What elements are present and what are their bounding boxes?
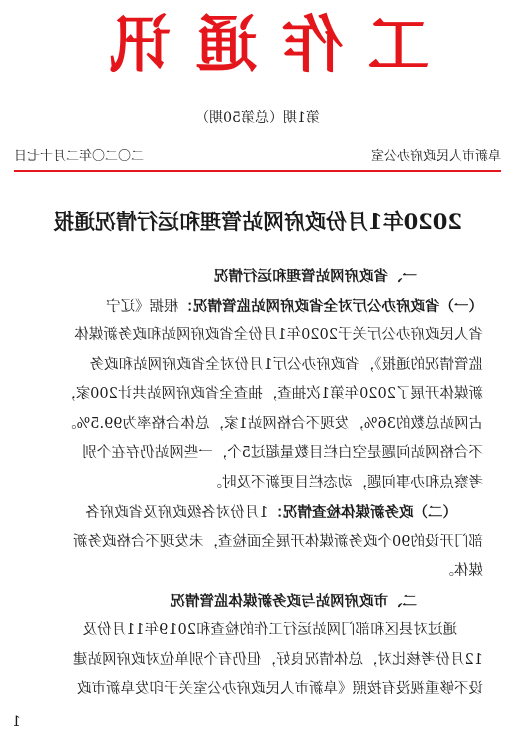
paragraph-line: 设不够重视没有按照《阜新市人民政府办公室关于印发阜新市政 (77, 681, 483, 697)
paragraph-line: 考察点和办事问题，动态栏目更新不及时。 (207, 474, 483, 491)
page-number: 1 (12, 714, 21, 730)
subsection-1-label: （一）省政府办公厅对全省政府网站监管情况： (178, 297, 483, 315)
issuer-name: 阜新市人民政府办公室 (370, 149, 501, 164)
masthead-title: 工作通讯 (85, 8, 430, 81)
paragraph-line: 不合格网站问题是空白栏目数量超过5个，一些网站仍存在个别 (82, 445, 483, 461)
issuer-date-row (14, 145, 501, 164)
document-body (20, 262, 483, 705)
paragraph-line: 媒体。 (439, 563, 483, 579)
paragraph-line: 监管情况的通报》，省政府办公厅1月份对全省政府网站和政务 (89, 356, 483, 373)
subsection-2-lead-text: 1月份对各级政府及省政府各 (85, 505, 269, 521)
document-title: 2020年1月份政府网站管理和运行情况通报 (52, 209, 463, 234)
issue-number: 第1期（总第50期） (195, 110, 320, 126)
subsection-2-label: （二）政务新媒体检查情况： (268, 504, 457, 521)
paragraph-line: 12月份考核比对，总体情况良好，但仍有个别单位对政府网站建 (73, 651, 483, 668)
subsection-2-lead (20, 498, 483, 528)
paragraph-line: 省人民政府办公厅关于2020年1月份全省政府网站和政务新媒体 (74, 327, 483, 343)
section-1-heading: 一、省政府网站管理和运行情况 (214, 268, 417, 285)
paragraph-line: 部门开设的90个政务新媒体开展全面检查，未发现不合格政务新 (73, 533, 483, 550)
section-2-heading: 二、市政府网站与政务新媒体监管情况 (170, 592, 417, 610)
paragraph-line: 通过对县区和部门网站运行工作的检查和2019年11月份及 (82, 622, 457, 638)
subsection-1-lead (20, 292, 483, 322)
issue-date: 二〇二〇年二月十七日 (14, 149, 145, 164)
red-divider (14, 170, 501, 172)
subsection-1-lead-text: 根据《辽宁 (106, 298, 179, 315)
paragraph-line: 新媒体开展了2020年第1次抽查，抽查全省政府网站共计200家， (61, 386, 483, 402)
paragraph-line: 占网站总数的36%，发现不合格网站1家，总体合格率为99.5%。 (61, 415, 483, 432)
